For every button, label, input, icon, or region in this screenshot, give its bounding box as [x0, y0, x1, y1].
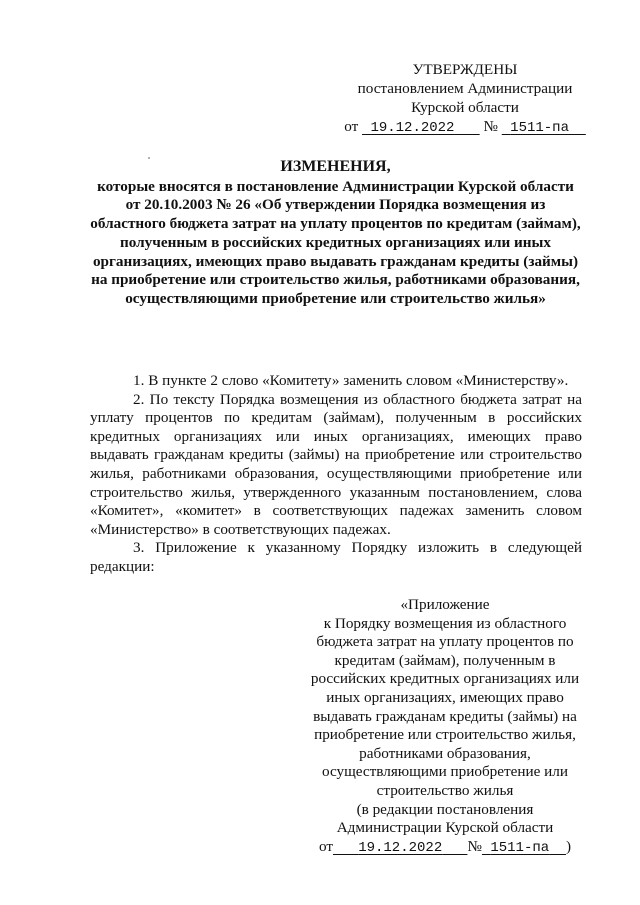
appendix-header — [307, 596, 583, 857]
appendix-number: 1511-па — [490, 839, 550, 856]
approval-date-line — [340, 117, 590, 138]
document-title — [88, 158, 583, 309]
appendix-line: Администрации Курской области — [336, 819, 554, 837]
paragraph: 1. В пункте 2 слово «Комитету» заменить словом «Министерству». — [133, 372, 569, 389]
appendix-line: осуществляющими приобретение или — [321, 763, 569, 781]
approval-line: Курской области — [411, 99, 519, 116]
paragraph: 2. По тексту Порядка возмещения из областного бюджета затрат на уплату процентов по кредитам (займам), полученным в российских кредитных организациях или иных организациях, имеющих право выдавать гражданам кредиты (займы) на приобретение или строительство жилья, работниками образования, осуществляющими приобретение или строительство жилья, утвержденного указанным постановлением, слова «Комитет», «комитет» в соответствующих падежах заменить словом «Министерство» в соответствующих падежах. — [90, 390, 582, 538]
appendix-line: строительство жилья — [376, 781, 514, 799]
number-prefix: № — [467, 837, 482, 855]
appendix-line: бюджета затрат на уплату процентов по — [316, 633, 574, 651]
appendix-line: иных организациях, имеющих право — [326, 688, 564, 706]
appendix-line: приобретение или строительство жилья, — [314, 726, 576, 744]
from-prefix: от — [344, 118, 359, 135]
title-text: которые вносятся в постановление Администрации Курской области от 20.10.2003 № 26 «Об утверждении Порядка возмещения из областного бюджета затрат на уплату процентов по кредитам (займам), полученным в российских кредитных организациях или иных организациях, имеющих право выдавать гражданам кредиты (займы) на приобретение или строительство жилья, работниками образования, осуществляющими приобретение или строительство жилья» — [90, 177, 581, 307]
closing-paren: ) — [565, 837, 572, 855]
appendix-heading: «Приложение — [400, 596, 490, 613]
paragraph: 3. Приложение к указанному Порядку изложить в следующей редакции: — [90, 539, 582, 575]
approval-line: постановлением Администрации — [357, 80, 573, 97]
appendix-line: работниками образования, — [359, 744, 531, 762]
approval-heading: УТВЕРЖДЕНЫ — [412, 61, 518, 78]
approval-stamp — [340, 60, 590, 138]
appendix-date: 19.12.2022 — [358, 839, 443, 856]
approval-date: 19.12.2022 — [370, 120, 455, 136]
title-heading: ИЗМЕНЕНИЯ, — [280, 158, 391, 175]
appendix-date-line — [307, 838, 583, 858]
appendix-line: выдавать гражданам кредиты (займы) на — [313, 707, 577, 725]
appendix-line: российских кредитных организациях или — [310, 670, 580, 688]
appendix-line: к Порядку возмещения из областного — [323, 614, 567, 632]
document-body — [90, 372, 582, 577]
appendix-line: (в редакции постановления — [356, 800, 534, 818]
approval-number: 1511-па — [510, 120, 569, 136]
appendix-line: кредитам (займам), полученным в — [334, 651, 556, 669]
from-prefix: от — [318, 837, 333, 855]
number-prefix: № — [483, 118, 498, 135]
